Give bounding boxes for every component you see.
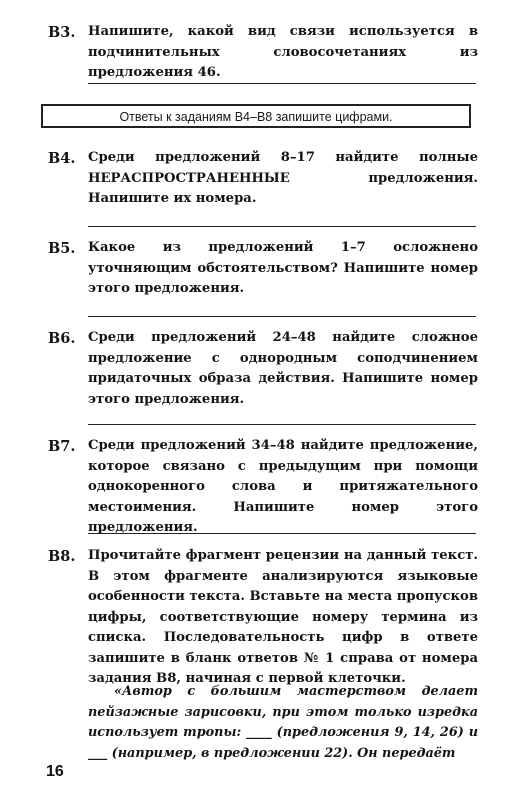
task-number: В7.: [48, 438, 76, 455]
notice-text: Ответы к заданиям В4–В8 запишите цифрами.: [119, 110, 393, 124]
task-text: Какое из предложений 1–7 осложнено уточняющим обстоятельством? Напишите номер этого предложения.: [88, 240, 478, 296]
answer-line-b6: [88, 424, 476, 425]
task-number: В4.: [48, 150, 76, 167]
notice-box: [41, 104, 471, 128]
task-text: Среди предложений 34–48 найдите предложение, которое связано с предыдущим при помощи однокоренного слова и притяжательного местоимения. Напишите номер этого предложения.: [88, 438, 478, 535]
answer-line-b5: [88, 316, 476, 317]
task-number: В3.: [48, 24, 76, 41]
task-number: В6.: [48, 330, 76, 347]
task-text: Прочитайте фрагмент рецензии на данный текст. В этом фрагменте анализируются языковые особенности текста. Вставьте на места пропусков цифры, соответствующие номеру термина из списка. Последовательность цифр в ответе запишите в бланк ответов № 1 справа от номера задания В8, начиная с первой клеточки.: [88, 548, 478, 686]
answer-line-b3: [88, 83, 476, 84]
task-text: Напишите, какой вид связи используется в подчинительных словосочетаниях из предложения 46.: [88, 24, 478, 80]
task-text: Среди предложений 8–17 найдите полные НЕРАСПРОСТРАНЕННЫЕ предложения. Напишите их номера.: [88, 150, 478, 206]
task-number: В8.: [48, 548, 76, 565]
task-number: В5.: [48, 240, 76, 257]
answer-line-b7: [88, 533, 476, 534]
page-number: 16: [46, 763, 64, 780]
review-quote: «Автор с большим мастерством делает пейзажные зарисовки, при этом только изредка использует тропы: ____ (предложения 9, 14, 26) и ___ (например, в предложении 22). Он передаёт: [88, 684, 478, 761]
answer-line-b4: [88, 226, 476, 227]
task-text: Среди предложений 24–48 найдите сложное предложение с однородным соподчинением придаточных образа действия. Напишите номер этого предложения.: [88, 330, 478, 407]
